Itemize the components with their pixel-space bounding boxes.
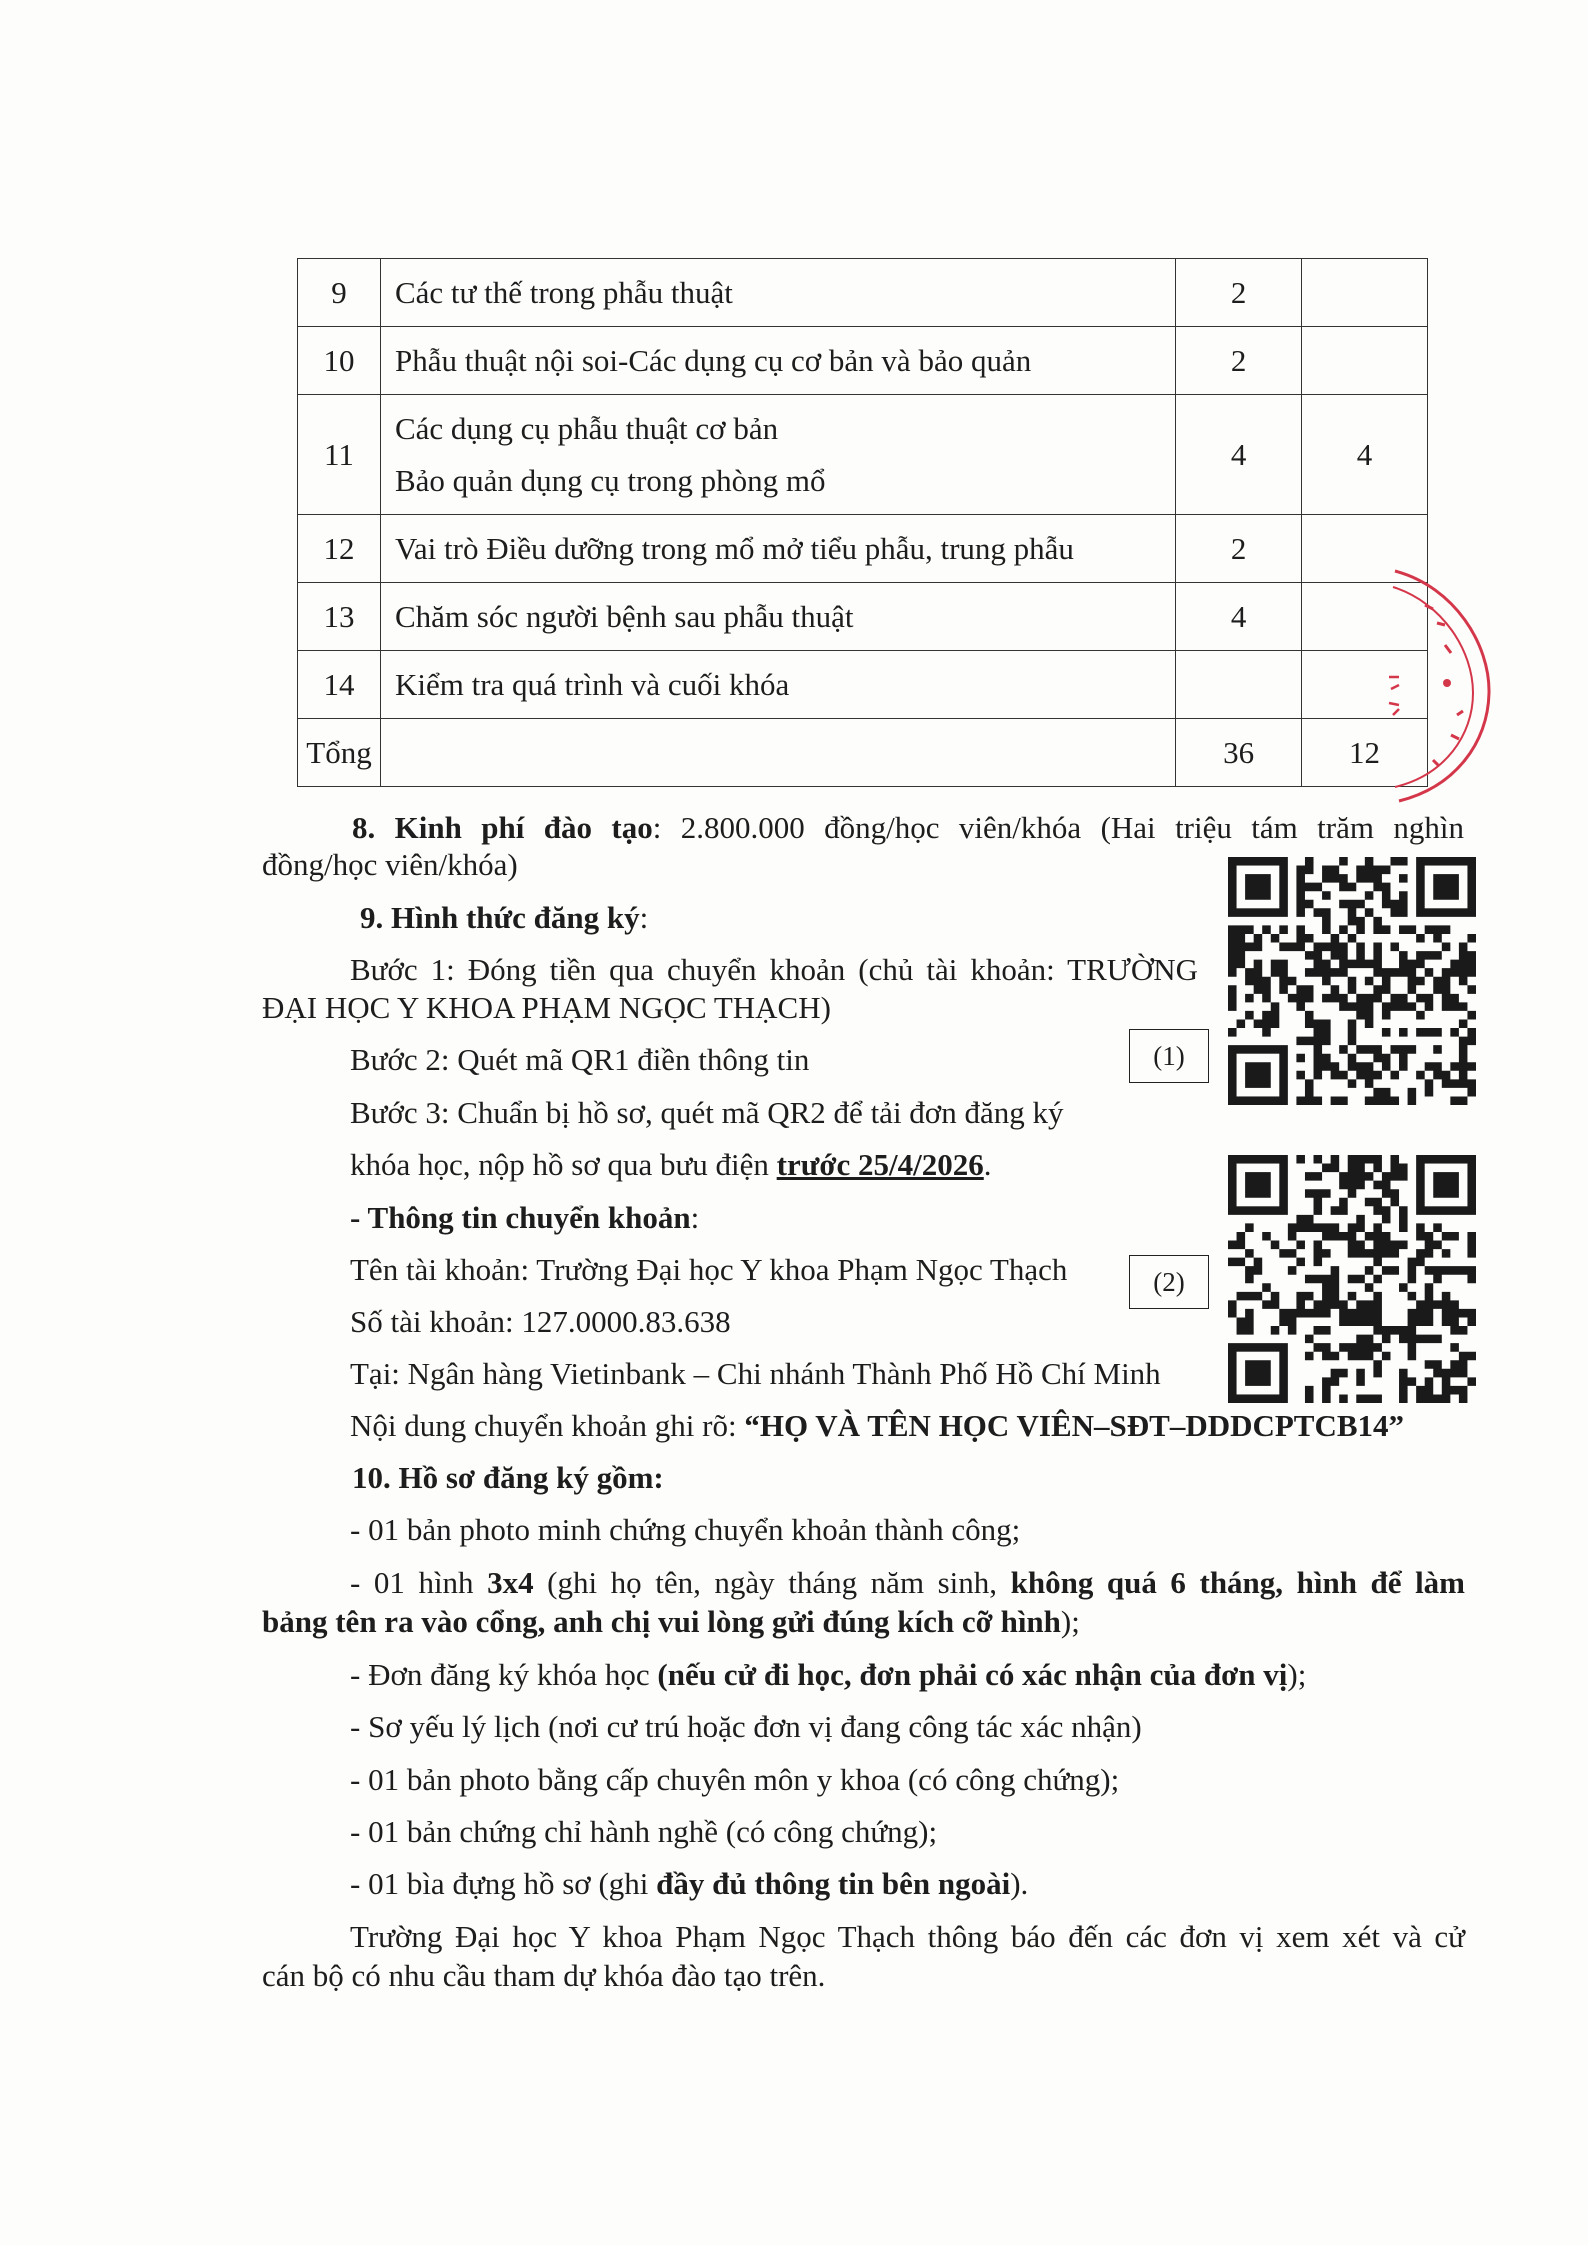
section8-text1: : 2.800.000 đồng/học viên/khóa (Hai triệu tám trăm nghìn xyxy=(652,810,1464,845)
qr-code-1-graphic xyxy=(1228,857,1476,1105)
doc-item-1: - 01 bản photo minh chứng chuyển khoản thành công; xyxy=(350,1512,1021,1547)
table-row xyxy=(298,327,1428,395)
bank-name: Tại: Ngân hàng Vietinbank – Chi nhánh Thành Phố Hồ Chí Minh xyxy=(350,1356,1161,1391)
doc-item-6: - 01 bản chứng chỉ hành nghề (có công chứng); xyxy=(350,1814,938,1849)
row-topic-line: Các tư thế trong phẫu thuật xyxy=(394,274,733,310)
row-hours-theory: 2 xyxy=(1176,259,1302,327)
doc-item-2-f: ); xyxy=(1060,1604,1080,1639)
row-hours-practice xyxy=(1302,327,1428,395)
closing-line1: Trường Đại học Y khoa Phạm Ngọc Thạch thông báo đến các đơn vị xem xét và cử xyxy=(350,1919,1465,1954)
row-hours-theory: 2 xyxy=(1176,327,1302,395)
course-table xyxy=(297,258,1428,787)
row-number: 11 xyxy=(298,395,381,515)
doc-item-2-c: (ghi họ tên, ngày tháng năm sinh, xyxy=(533,1565,1011,1600)
row-topic-line: Bảo quản dụng cụ trong phòng mổ xyxy=(394,462,826,498)
qr-code-2-graphic xyxy=(1228,1155,1476,1403)
table-row xyxy=(298,583,1428,651)
doc-item-5: - 01 bản photo bằng cấp chuyên môn y khoa (có công chứng); xyxy=(350,1762,1120,1797)
doc-item-2-e: bảng tên ra vào cổng, anh chị vui lòng gửi đúng kích cỡ hình xyxy=(262,1604,1061,1639)
table-row xyxy=(298,515,1428,583)
step3-text: khóa học, nộp hồ sơ qua bưu điện xyxy=(350,1147,777,1182)
step1-line2: ĐẠI HỌC Y KHOA PHẠM NGỌC THẠCH) xyxy=(262,990,831,1025)
section9-heading-colon: : xyxy=(639,900,649,935)
doc-item-7-a: - 01 bìa đựng hồ sơ (ghi xyxy=(350,1866,657,1901)
row-number: 12 xyxy=(298,515,381,583)
row-topic-line: Chăm sóc người bệnh sau phẫu thuật xyxy=(394,598,854,634)
row-topic xyxy=(380,327,1175,395)
total-label: Tổng xyxy=(298,719,381,787)
row-topic-line: Vai trò Điều dưỡng trong mổ mở tiểu phẫu, trung phẫu xyxy=(394,530,1074,566)
row-number: 13 xyxy=(298,583,381,651)
account-number: Số tài khoản: 127.0000.83.638 xyxy=(350,1304,731,1339)
doc-item-3-a: - Đơn đăng ký khóa học xyxy=(350,1657,658,1692)
course-table-body xyxy=(298,259,1428,787)
step2-text: Bước 2: Quét mã QR1 điền thông tin xyxy=(350,1042,810,1077)
qr1-label: (1) xyxy=(1129,1029,1209,1083)
row-hours-theory: 2 xyxy=(1176,515,1302,583)
row-hours-practice xyxy=(1302,259,1428,327)
qr-code-2[interactable] xyxy=(1228,1155,1476,1403)
section9-heading-line xyxy=(360,898,648,938)
row-topic xyxy=(380,395,1175,515)
doc-item-2-line2 xyxy=(262,1602,1080,1642)
bank-info-heading-colon: : xyxy=(690,1200,700,1235)
step3-line2 xyxy=(350,1145,992,1185)
table-row xyxy=(298,259,1428,327)
section9-heading: 9. Hình thức đăng ký xyxy=(360,900,640,935)
doc-item-2-line1 xyxy=(350,1563,1465,1603)
step3-line1: Bước 3: Chuẩn bị hồ sơ, quét mã QR2 để tải đơn đăng ký xyxy=(350,1095,1064,1130)
doc-item-4: - Sơ yếu lý lịch (nơi cư trú hoặc đơn vị đang công tác xác nhận) xyxy=(350,1709,1142,1744)
table-total-row xyxy=(298,719,1428,787)
doc-item-2-b: 3x4 xyxy=(487,1565,534,1600)
row-topic xyxy=(380,259,1175,327)
row-number: 10 xyxy=(298,327,381,395)
account-name: Tên tài khoản: Trường Đại học Y khoa Phạm Ngọc Thạch xyxy=(350,1252,1068,1287)
section8-text2: đồng/học viên/khóa) xyxy=(262,847,518,882)
row-topic-line: Phẫu thuật nội soi-Các dụng cụ cơ bản và bảo quản xyxy=(394,342,1032,378)
doc-item-3 xyxy=(350,1655,1306,1695)
doc-item-2-a: - 01 hình xyxy=(350,1565,488,1600)
step1-line1: Bước 1: Đóng tiền qua chuyển khoản (chủ tài khoản: TRƯỜNG xyxy=(350,952,1198,987)
total-hours-practice: 12 xyxy=(1302,719,1428,787)
section10-heading: 10. Hồ sơ đăng ký gồm: xyxy=(352,1460,664,1495)
qr-code-1[interactable] xyxy=(1228,857,1476,1105)
transfer-content-prefix: Nội dung chuyển khoản ghi rõ: xyxy=(350,1408,745,1443)
bank-info-heading-line xyxy=(350,1198,699,1238)
row-number: 9 xyxy=(298,259,381,327)
transfer-content xyxy=(350,1406,1404,1446)
row-topic xyxy=(380,515,1175,583)
row-hours-theory: 4 xyxy=(1176,583,1302,651)
row-topic xyxy=(380,651,1175,719)
doc-item-3-c: ); xyxy=(1287,1657,1307,1692)
doc-item-3-b: (nếu cử đi học, đơn phải có xác nhận của đơn vị xyxy=(657,1657,1288,1692)
closing-line2: cán bộ có nhu cầu tham dự khóa đào tạo trên. xyxy=(262,1958,826,1993)
row-hours-theory xyxy=(1176,651,1302,719)
table-row xyxy=(298,651,1428,719)
doc-item-2-d: không quá 6 tháng, hình để làm xyxy=(1010,1565,1466,1600)
row-hours-theory: 4 xyxy=(1176,395,1302,515)
total-hours-theory: 36 xyxy=(1176,719,1302,787)
row-number: 14 xyxy=(298,651,381,719)
table-row xyxy=(298,395,1428,515)
doc-item-7-c: ). xyxy=(1010,1866,1029,1901)
qr2-label: (2) xyxy=(1129,1255,1209,1309)
transfer-content-value: “HỌ VÀ TÊN HỌC VIÊN–SĐT–DDDCPTCB14” xyxy=(744,1408,1405,1443)
bank-info-heading: - Thông tin chuyển khoản xyxy=(350,1200,691,1235)
registration-deadline: trước 25/4/2026 xyxy=(776,1147,984,1182)
total-topic xyxy=(380,719,1175,787)
section8-heading: 8. Kinh phí đào tạo xyxy=(352,810,653,845)
step3-period: . xyxy=(983,1147,992,1182)
row-topic xyxy=(380,583,1175,651)
row-hours-practice: 4 xyxy=(1302,395,1428,515)
doc-item-7-b: đầy đủ thông tin bên ngoài xyxy=(656,1866,1011,1901)
section8-line1 xyxy=(352,808,1464,848)
red-stamp-seal xyxy=(1385,565,1495,805)
doc-item-7 xyxy=(350,1864,1028,1904)
row-topic-line: Các dụng cụ phẫu thuật cơ bản xyxy=(394,410,779,446)
row-topic-line: Kiểm tra quá trình và cuối khóa xyxy=(394,666,790,702)
